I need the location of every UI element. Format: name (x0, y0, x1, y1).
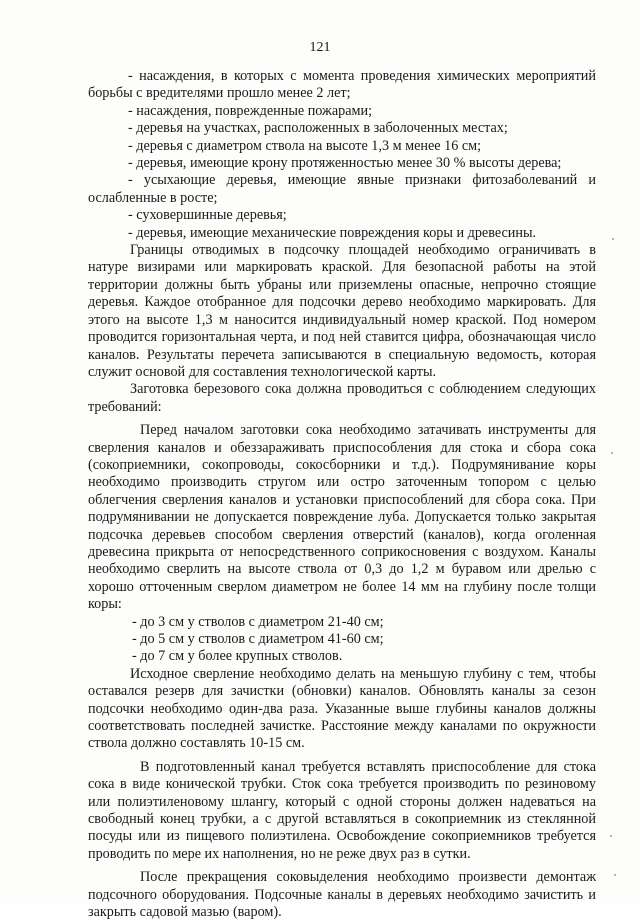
paragraph-after: После прекращения соковыделения необходимо произвести демонтаж подсочного оборудования. Подсочные каналы в деревьях необходимо зачистить и закрыть садовой мазью (варом). (88, 869, 596, 921)
list-item: - насаждения, поврежденные пожарами; (128, 102, 373, 119)
list-item: - деревья, имеющие крону протяженностью менее 30 % высоты дерева; (128, 155, 562, 172)
scan-speck (614, 874, 616, 876)
paragraph-drilling: Перед началом заготовки сока необходимо затачивать инструменты для сверления каналов и обеззараживать приспособления для стока и сбора сока (сокоприемники, сокопроводы, сокосборники и т.д.). Подрумянивание коры необходимо производить стругом или остро заточенным топором с целью облегчения сверления каналов и установки приспособлений для сбора сока. При подрумянивании не допускается повреждение луба. Допускается только закрытая подсочка деревьев способом сверления отверстий (каналов), когда оголенная древесина прикрыта от непосредственного соприкосновения с воздухом. Каналы необходимо сверлить на высоте ствола от 0,3 до 1,2 м буравом или дрелью с хорошо отточенным сверлом диаметром не более 14 мм на глубину после толщи коры: (88, 422, 596, 613)
list-item: - деревья на участках, расположенных в заболоченных местах; (128, 120, 508, 137)
depth-list-item: - до 5 см у стволов с диаметром 41-60 см; (132, 631, 384, 647)
paragraph-initial-drilling: Исходное сверление необходимо делать на меньшую глубину с тем, чтобы оставался резерв для зачистки (обновки) каналов. Обновлять каналы за сезон подсочки необходимо один-два раза. Указанные выше глубины каналов должны соответствовать последней зачистке. Расстояние между каналами по окружности ствола должно составлять 10-15 см. (88, 665, 596, 752)
depth-list-item: - до 3 см у стволов с диаметром 21-40 см; (132, 613, 384, 630)
list-item: - деревья, имеющие механические повреждения коры и древесины. (128, 224, 537, 241)
page-number: 121 (309, 40, 331, 55)
document-body (88, 68, 596, 922)
list-item: - насаждения, в которых с момента проведения химических мероприятий борьбы с вредителями прошло менее 2 лет; (88, 68, 596, 102)
paragraph-requirements: Заготовка березового сока должна проводиться с соблюдением следующих требований: (88, 381, 596, 415)
scan-speck (610, 835, 612, 837)
paragraph-channel: В подготовленный канал требуется вставлять приспособление для стока сока в виде конической трубки. Сток сока требуется производить по резиновому или полиэтиленовому шлангу, который с одной стороны должен надеваться на свободный конец трубки, а с другой вставляться в сокоприемник из стеклянной посуды или из пищевого полиэтилена. Освобождение сокоприемников требуется проводить по мере их наполнения, но не реже двух раз в сутки. (88, 758, 596, 862)
list-item: - усыхающие деревья, имеющие явные признаки фитозаболеваний и ослабленные в росте; (88, 172, 596, 206)
depth-list-item: - до 7 см у более крупных стволов. (132, 648, 343, 665)
list-item: - деревья с диаметром ствола на высоте 1,3 м менее 16 см; (128, 137, 482, 154)
scan-speck (612, 238, 614, 240)
paragraph-boundaries: Границы отводимых в подсочку площадей необходимо ограничивать в натуре визирами или маркировать краской. Для безопасной работы на этой территории должны быть убраны или приземлены опасные, непрочно стоящие деревья. Каждое отобранное для подсочки дерево необходимо маркировать. Для этого на высоте 1,3 м наносится индивидуальный номер краской. Под номером проводится горизонтальная черта, и под ней ставится цифра, обозначающая число каналов. Результаты перечета записываются в специальную ведомость, которая служит основой для составления технологической карты. (88, 242, 596, 380)
list-item: - суховершинные деревья; (128, 207, 287, 224)
scan-speck (611, 452, 613, 454)
